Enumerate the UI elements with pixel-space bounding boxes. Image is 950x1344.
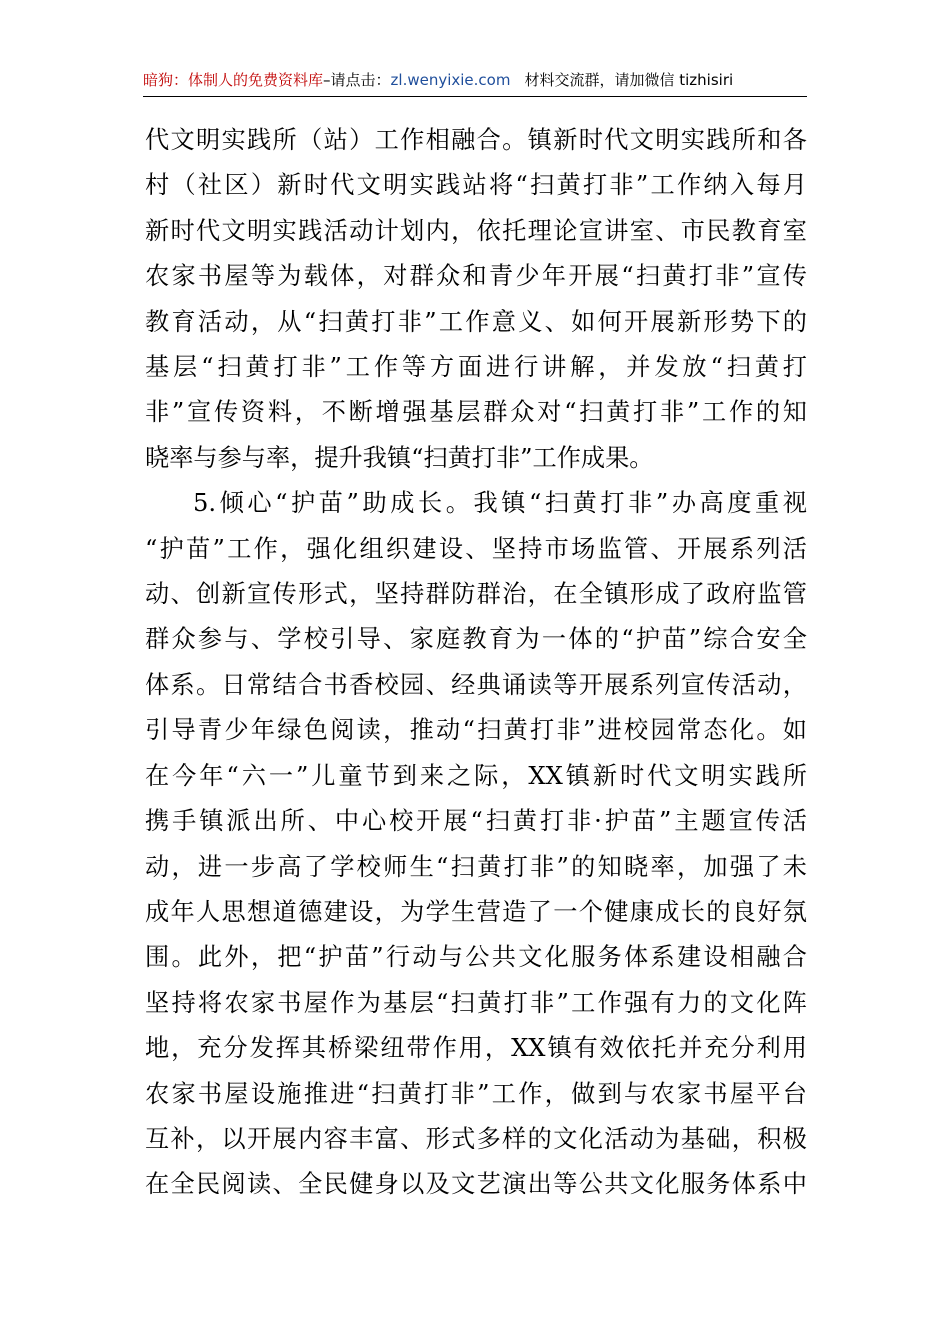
text-line: 携手镇派出所、中心校开展“扫黄打非·护苗”主题宣传活 [145,807,807,836]
text-line: “护苗”工作，强化组织建设、坚持市场监管、开展系列活 [145,534,807,563]
text-line: 围。此外，把“护苗”行动与公共文化服务体系建设相融合 [145,943,807,972]
header-prompt-text: –请点击： [323,71,391,89]
text-line: 村（社区）新时代文明实践站将“扫黄打非”工作纳入每月 [145,171,807,200]
text-line: 群众参与、学校引导、家庭教育为一体的“护苗”综合安全 [145,625,807,654]
text-line: 互补，以开展内容丰富、形式多样的文化活动为基础，积极 [145,1124,807,1153]
text-line: 农家书屋设施推进“扫黄打非”工作，做到与农家书屋平台 [145,1079,807,1108]
paragraph-2 [145,481,807,1208]
text-line: 引导青少年绿色阅读，推动“扫黄打非”进校园常态化。如 [145,716,807,745]
page-header [143,66,807,97]
text-line: 非”宣传资料，不断增强基层群众对“扫黄打非”工作的知 [145,398,807,427]
text-line: 地，充分发挥其桥梁纽带作用，XX镇有效依托并充分利用 [145,1034,807,1063]
text-line: 动，进一步高了学校师生“扫黄打非”的知晓率，加强了未 [145,852,807,881]
text-line: 教育活动，从“扫黄打非”工作意义、如何开展新形势下的 [145,307,807,336]
text-line: 新时代文明实践活动计划内，依托理论宣讲室、市民教育室 [145,216,807,245]
header-url-link[interactable]: zl.wenyixie.com [390,71,511,89]
text-line: 成年人思想道德建设，为学生营造了一个健康成长的良好氛 [145,897,807,926]
text-line: 农家书屋等为载体，对群众和青少年开展“扫黄打非”宣传 [145,262,807,291]
text-line: 体系。日常结合书香校园、经典诵读等开展系列宣传活动， [145,670,807,699]
text-line: 代文明实践所（站）工作相融合。镇新时代文明实践所和各 [145,126,807,154]
header-brand-text: 暗狗：体制人的免费资料库 [143,71,324,89]
text-line: 5.倾心“护苗”助成长。我镇“扫黄打非”办高度重视 [193,489,807,518]
text-line: 在全民阅读、全民健身以及文艺演出等公共文化服务体系中 [145,1170,807,1199]
text-line: 基层“扫黄打非”工作等方面进行讲解，并发放“扫黄打 [145,353,807,382]
text-line: 坚持将农家书屋作为基层“扫黄打非”工作强有力的文化阵 [145,988,807,1017]
paragraph-1 [145,118,807,481]
document-body [145,118,807,1208]
header-wechat-text: 材料交流群，请加微信 tizhisiri [524,71,734,89]
text-line: 动、创新宣传形式，坚持群防群治，在全镇形成了政府监管 [145,580,807,609]
text-line: 在今年“六一”儿童节到来之际，XX镇新时代文明实践所 [145,761,807,790]
text-line: 晓率与参与率，提升我镇“扫黄打非”工作成果。 [145,443,654,472]
